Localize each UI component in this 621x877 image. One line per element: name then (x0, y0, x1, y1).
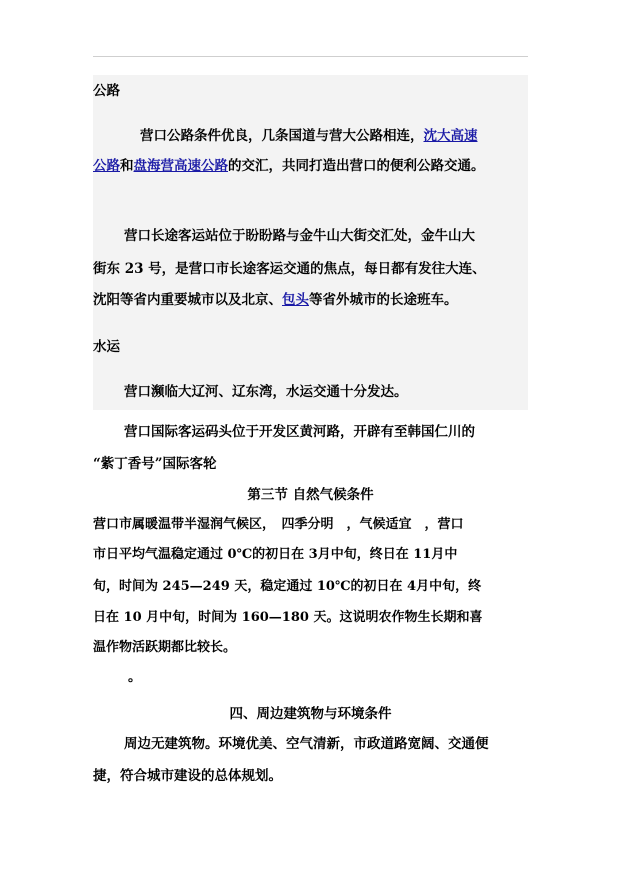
road-p1-and: 和 (120, 158, 134, 174)
surroundings-line-2: 捷，符合城市建设的总体规划。 (93, 768, 282, 784)
water-paragraph-2-line-1: 营口国际客运码头位于开发区黄河路，开辟有至韩国仁川的 (124, 424, 475, 440)
road-paragraph-2-line-1: 营口长途客运站位于盼盼路与金牛山大街交汇处，金牛山大 (124, 228, 475, 244)
water-heading: 水运 (93, 339, 120, 355)
surroundings-line-1: 周边无建筑物。环境优美、空气清新，市政道路宽阔、交通便 (124, 736, 489, 752)
climate-heading: 第三节 自然气候条件 (247, 487, 374, 503)
climate-line-5: 温作物活跃期都比较长。 (93, 640, 237, 655)
link-shenda-expressway[interactable]: 沈大高速 (423, 128, 478, 144)
road-paragraph-2-line-2: 街东 23 号，是营口市长途客运交通的焦点，每日都有发往大连、 (93, 261, 486, 277)
header-rule (93, 56, 528, 57)
road-p2-text-2: 等省外城市的长途班车。 (309, 292, 458, 308)
climate-dot: 。 (128, 669, 142, 685)
road-p1-text-2: 的交汇，共同打造出营口的便利公路交通。 (228, 158, 485, 174)
climate-line-4: 日在 10 月中旬，时间为 160—180 天。这说明农作物生长期和喜 (93, 610, 483, 625)
water-paragraph-1: 营口濒临大辽河、辽东湾，水运交通十分发达。 (124, 384, 408, 400)
road-paragraph-1-line-1 (140, 128, 478, 144)
road-heading: 公路 (93, 83, 120, 99)
link-shenda-expressway-cont[interactable]: 公路 (93, 158, 120, 174)
climate-line-3: 旬，时间为 245—249 天，稳定通过 10℃的初日在 4月中旬，终 (93, 579, 482, 594)
water-paragraph-2-line-2: “紫丁香号”国际客轮 (93, 456, 217, 472)
road-p2-text: 沈阳等省内重要城市以及北京、 (93, 292, 282, 308)
road-p1-text: 营口公路条件优良，几条国道与营大公路相连， (140, 128, 424, 144)
road-paragraph-1-line-2 (93, 158, 485, 174)
surroundings-heading: 四、周边建筑物与环境条件 (229, 706, 392, 722)
climate-line-2: 市日平均气温稳定通过 0℃的初日在 3月中旬，终日在 11月中 (93, 547, 458, 562)
link-panhaiying-expressway[interactable]: 盘海营高速公路 (133, 158, 228, 174)
climate-line-1: 营口市属暖温带半湿润气候区， 四季分明 ，气候适宜 ，营口 (93, 517, 464, 532)
road-paragraph-2-line-3 (93, 292, 458, 308)
link-baotou[interactable]: 包头 (282, 292, 309, 308)
